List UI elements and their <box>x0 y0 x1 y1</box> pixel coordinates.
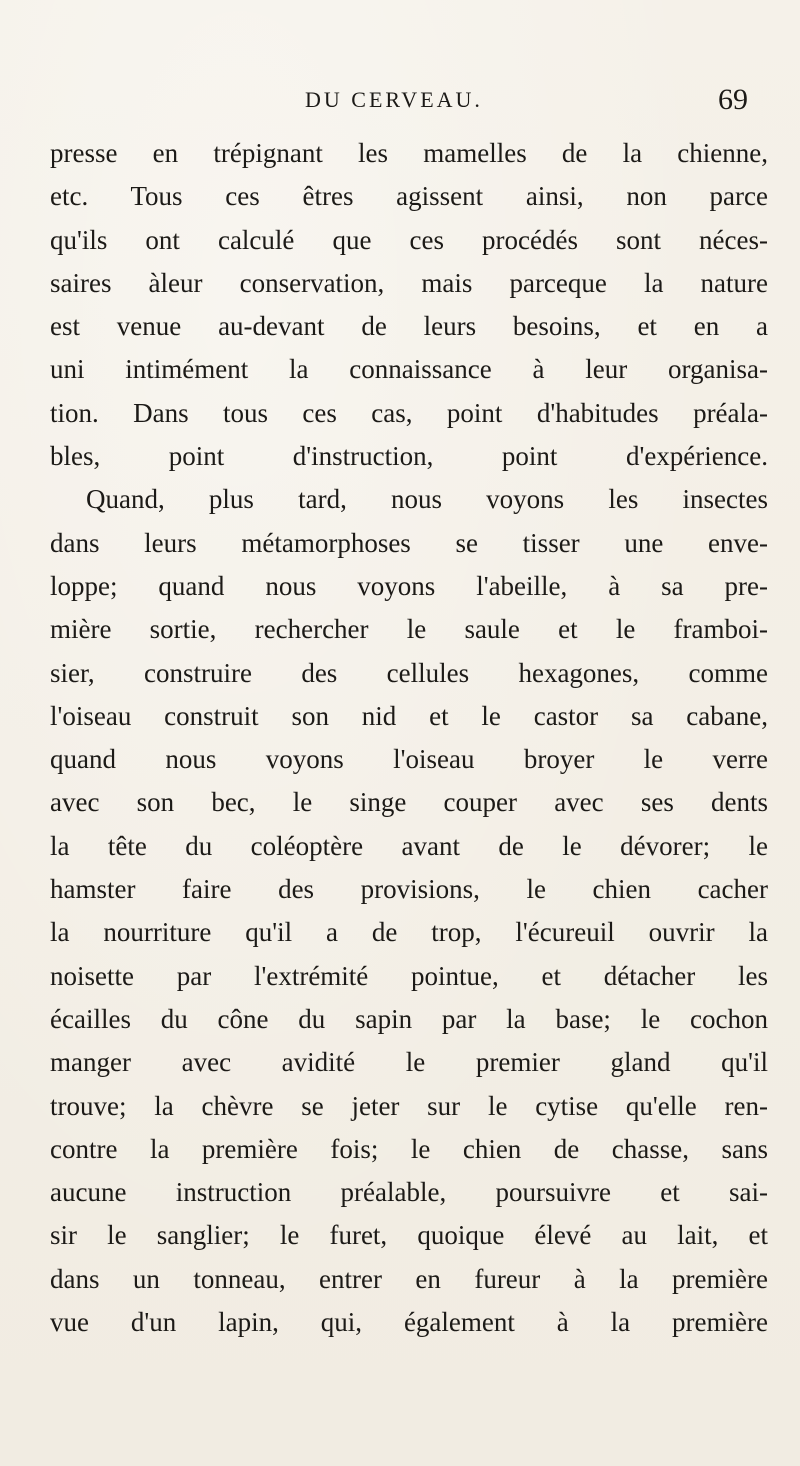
text-line: dans leurs métamorphoses se tisser une enve- <box>50 527 768 558</box>
text-line: est venue au-devant de leurs besoins, et en a <box>50 311 768 342</box>
text-line: loppe; quand nous voyons l'abeille, à sa pre- <box>50 570 768 601</box>
text-line: quand nous voyons l'oiseau broyer le verre <box>50 744 768 775</box>
text-line: avec son bec, le singe couper avec ses dents <box>50 787 768 818</box>
text-line: mière sortie, rechercher le saule et le framboi- <box>50 614 768 645</box>
text-line: dans un tonneau, entrer en fureur à la première <box>50 1263 768 1294</box>
text-line: manger avec avidité le premier gland qu'il <box>50 1047 768 1078</box>
text-line: presse en trépignant les mamelles de la chienne, <box>50 138 768 168</box>
text-line: saires àleur conservation, mais parceque la nature <box>50 267 768 298</box>
text-line: l'oiseau construit son nid et le castor sa cabane, <box>50 700 768 731</box>
page-number: 69 <box>718 83 748 116</box>
text-line: aucune instruction préalable, poursuivre et sai- <box>50 1177 768 1208</box>
text-line: etc. Tous ces êtres agissent ainsi, non parce <box>50 181 768 212</box>
text-line: uni intimément la connaissance à leur organisa- <box>50 354 768 385</box>
text-line: hamster faire des provisions, le chien cacher <box>50 874 768 905</box>
text-line: la nourriture qu'il a de trop, l'écureuil ouvrir la <box>50 917 768 948</box>
text-line: sier, construire des cellules hexagones, comme <box>50 657 768 688</box>
text-line: écailles du cône du sapin par la base; le cochon <box>50 1003 768 1034</box>
text-line: Quand, plus tard, nous voyons les insectes <box>86 484 768 515</box>
text-line: tion. Dans tous ces cas, point d'habitudes préala- <box>50 397 768 428</box>
text-line: bles, point d'instruction, point d'expérience. <box>50 441 768 472</box>
text-line: trouve; la chèvre se jeter sur le cytise qu'elle ren- <box>50 1090 768 1121</box>
running-head <box>0 80 800 120</box>
text-line: sir le sanglier; le furet, quoique élevé au lait, et <box>50 1220 768 1251</box>
text-line: la tête du coléoptère avant de le dévorer; le <box>50 830 768 861</box>
running-title: DU CERVEAU. <box>305 87 483 112</box>
body-text <box>50 132 768 1344</box>
text-line: noisette par l'extrémité pointue, et détacher les <box>50 960 768 991</box>
text-line: contre la première fois; le chien de chasse, sans <box>50 1133 768 1164</box>
text-line: qu'ils ont calculé que ces procédés sont néces- <box>50 224 768 255</box>
text-line: vue d'un lapin, qui, également à la première <box>50 1307 768 1338</box>
